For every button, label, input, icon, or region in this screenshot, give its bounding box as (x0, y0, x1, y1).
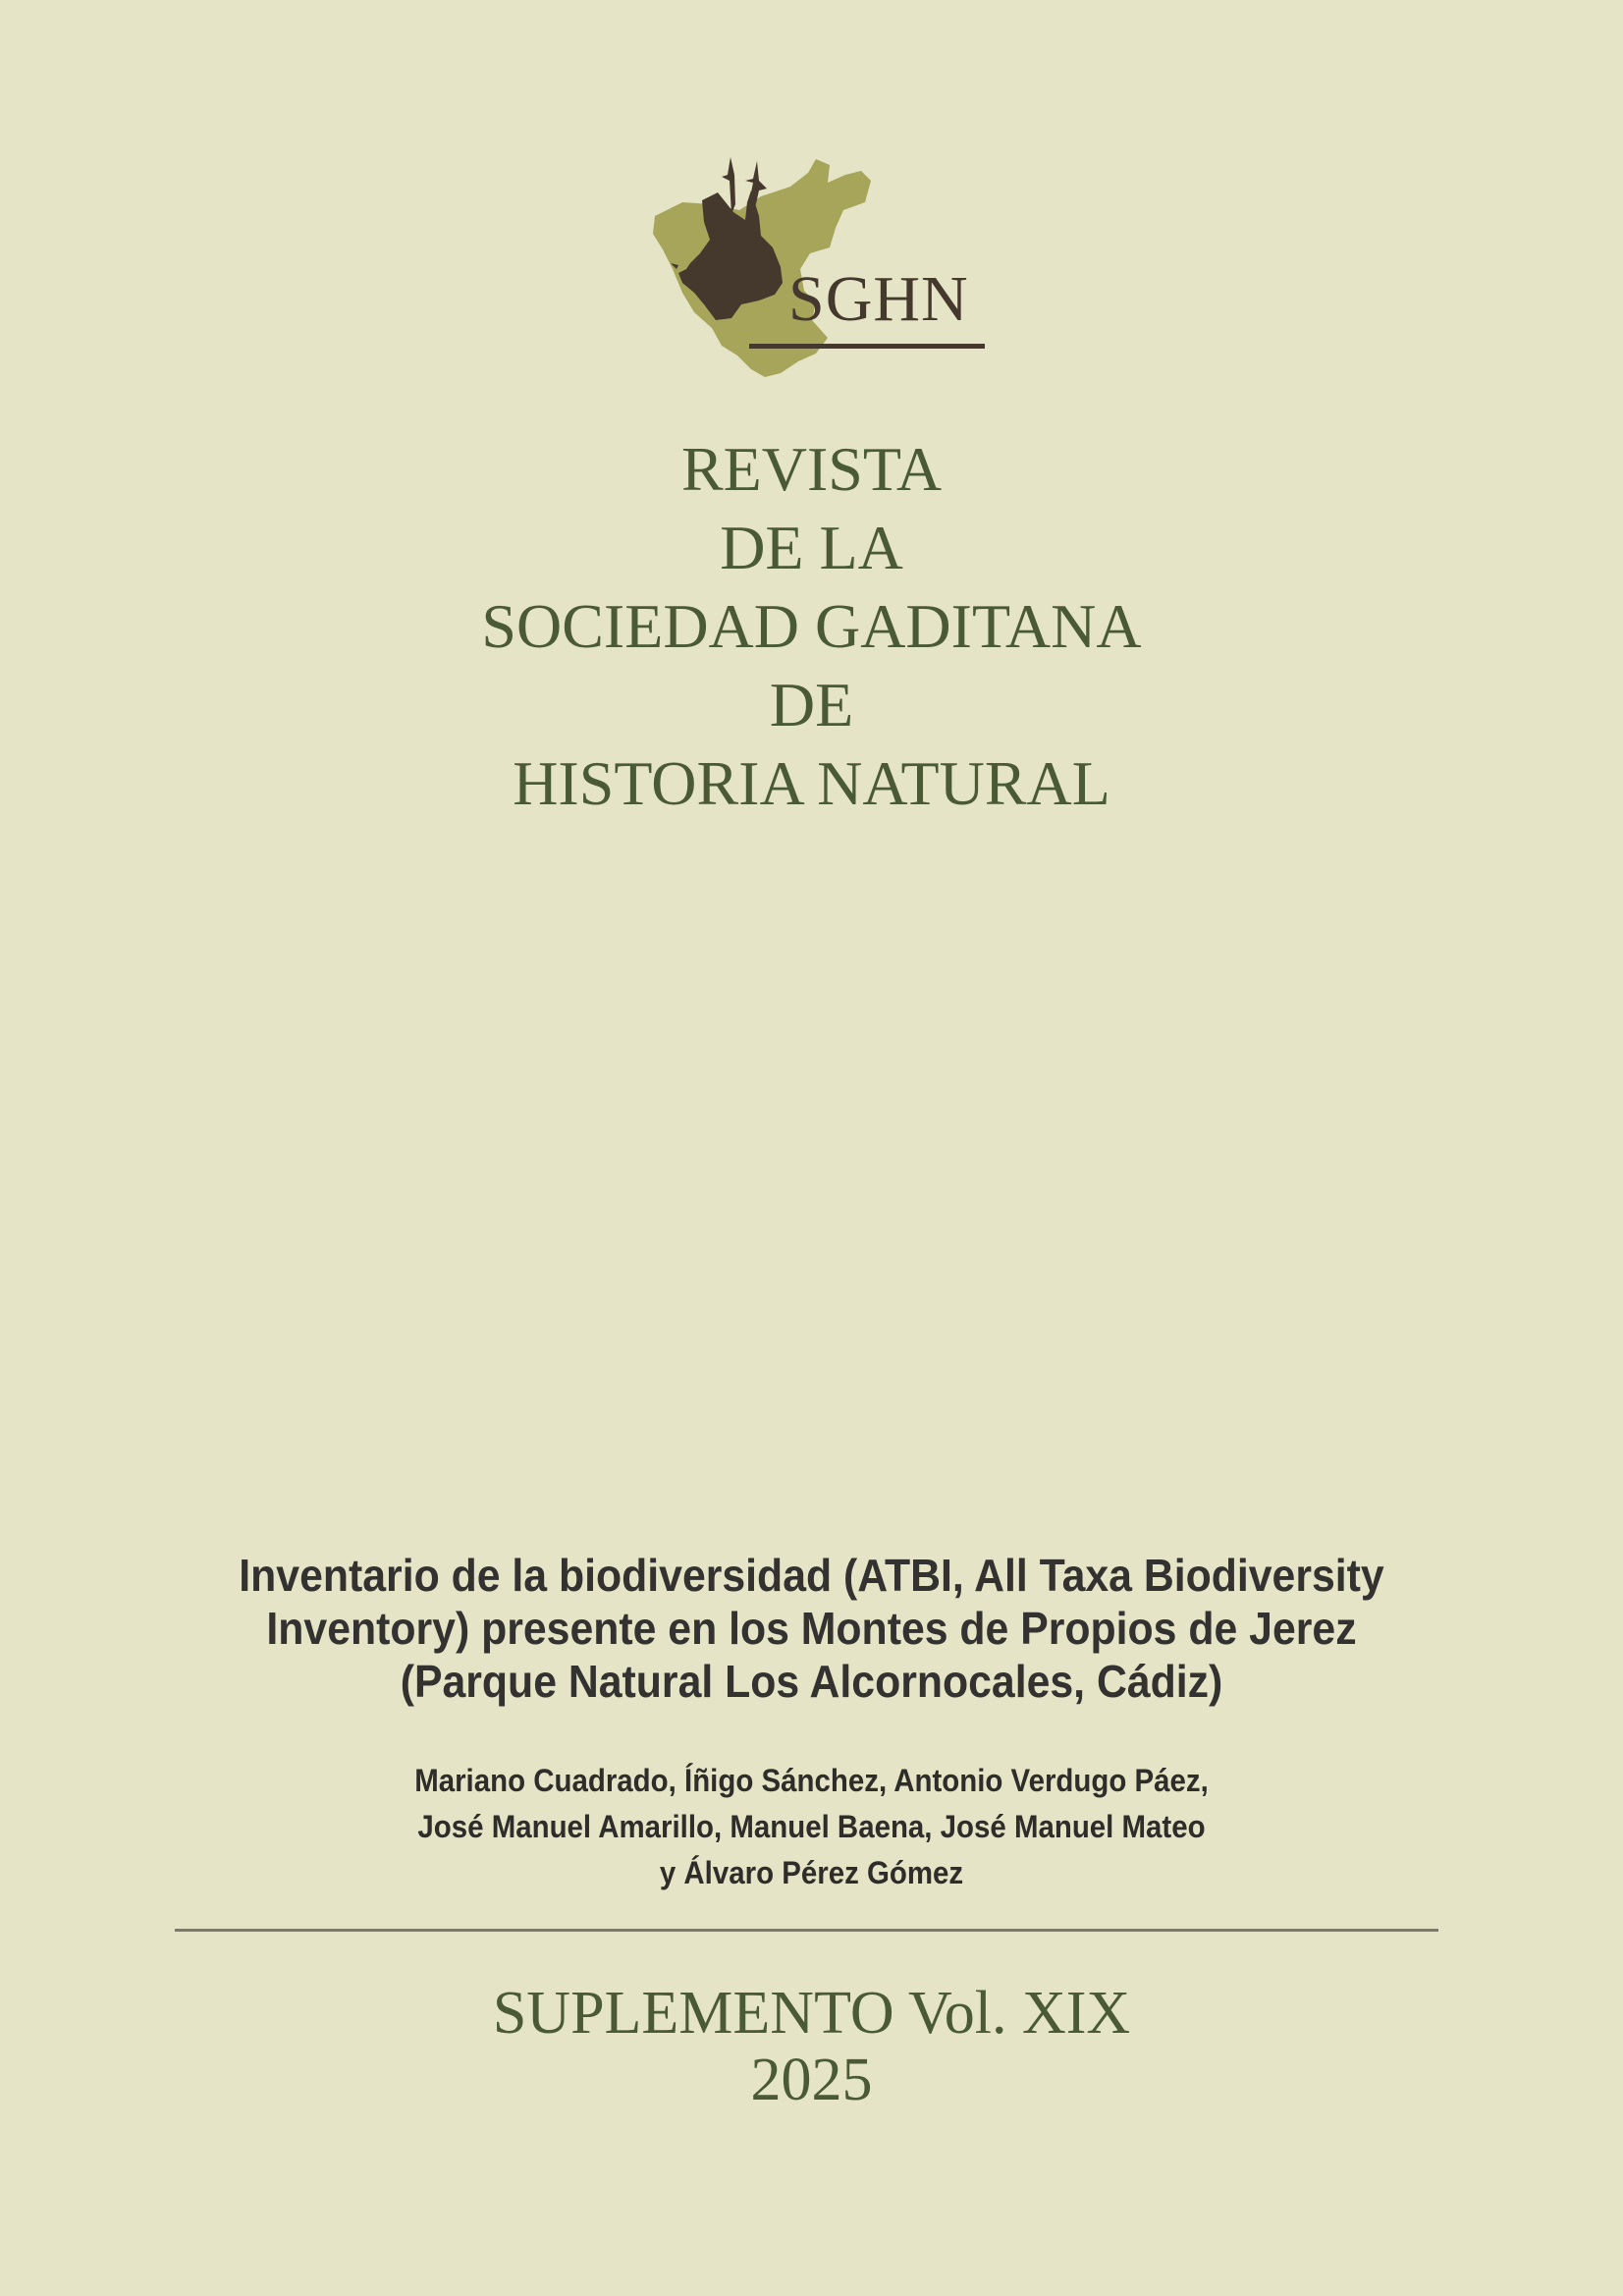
horizontal-divider (175, 1929, 1438, 1932)
issue-info (0, 1980, 1623, 2113)
journal-title (0, 430, 1623, 823)
article-title-line: Inventory) presente en los Montes de Propios de Jerez (266, 1603, 1357, 1654)
journal-title-line: REVISTA (680, 434, 943, 504)
issue-year: 2025 (750, 2047, 873, 2113)
article-title (57, 1549, 1566, 1708)
article-title-line: (Parque Natural Los Alcornocales, Cádiz) (400, 1656, 1223, 1707)
sghn-logo (643, 145, 997, 381)
author-line: Mariano Cuadrado, Íñigo Sánchez, Antonio Verdugo Páez, (414, 1763, 1209, 1798)
journal-title-line: HISTORIA NATURAL (513, 748, 1110, 818)
journal-title-line: DE (769, 670, 854, 739)
supplement-volume: SUPLEMENTO Vol. XIX (492, 1980, 1131, 2047)
journal-title-line: DE LA (720, 513, 903, 582)
journal-title-line: SOCIEDAD GADITANA (481, 591, 1142, 661)
logo-acronym: SGHN (788, 263, 969, 335)
author-line: José Manuel Amarillo, Manuel Baena, José Manuel Mateo (417, 1809, 1206, 1844)
logo-underline (749, 344, 985, 349)
author-line: y Álvaro Pérez Gómez (659, 1855, 964, 1890)
article-title-line: Inventario de la biodiversidad (ATBI, All Taxa Biodiversity (239, 1550, 1384, 1601)
author-list (65, 1758, 1558, 1896)
